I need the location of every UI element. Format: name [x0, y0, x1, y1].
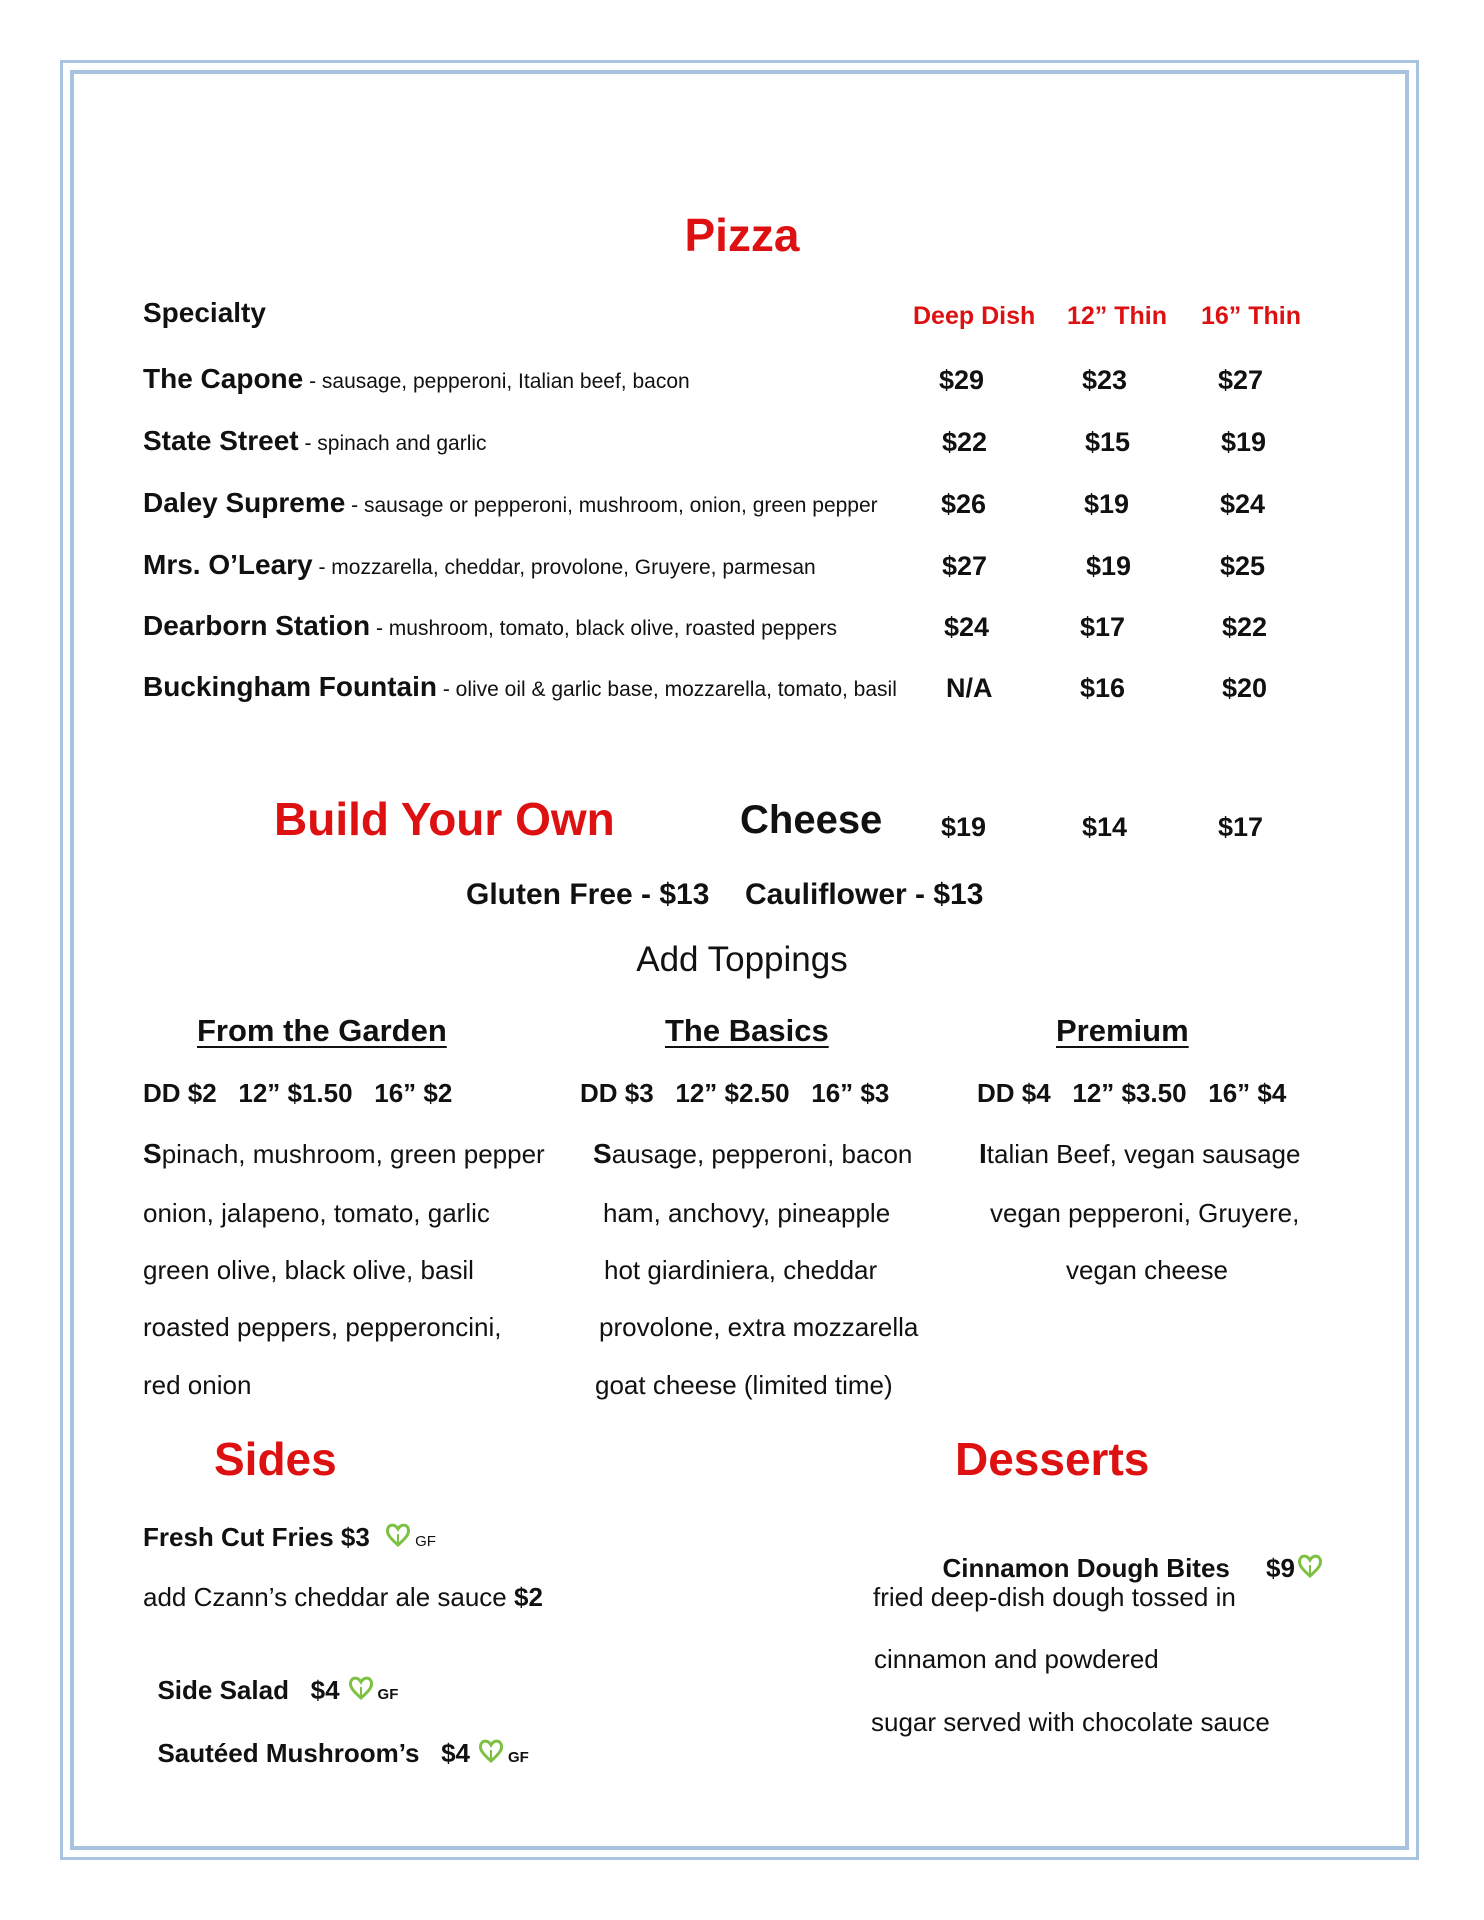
- cauliflower-crust: Cauliflower - $13: [745, 878, 984, 911]
- pizza-desc: - mozzarella, cheddar, provolone, Gruyere, parmesan: [312, 556, 816, 579]
- topping-line: Italian Beef, vegan sausage: [979, 1138, 1301, 1169]
- pizza-name: Buckingham Fountain: [143, 671, 437, 702]
- price-deep-dish: $27: [942, 551, 988, 581]
- pizza-name: Dearborn Station: [143, 610, 371, 641]
- price-16-thin: $27: [1218, 365, 1264, 395]
- col-16-thin: 16” Thin: [1201, 302, 1302, 330]
- specialty-row: [143, 549, 816, 581]
- topping-line: vegan pepperoni, Gruyere,: [990, 1198, 1300, 1228]
- specialty-label: Specialty: [143, 297, 266, 328]
- topping-line: Spinach, mushroom, green pepper: [143, 1138, 545, 1169]
- vegan-heart-icon: [478, 1739, 504, 1763]
- pizza-title: Pizza: [684, 209, 800, 261]
- topping-line: provolone, extra mozzarella: [599, 1312, 919, 1342]
- side-fries: Fresh Cut Fries $3 GF: [143, 1522, 436, 1552]
- topping-line: green olive, black olive, basil: [143, 1255, 474, 1285]
- dessert-desc-line: sugar served with chocolate sauce: [871, 1707, 1270, 1737]
- dessert-cinnamon-bites: Cinnamon Dough Bites $9: [928, 1522, 1323, 1584]
- specialty-row: [143, 671, 897, 703]
- pizza-desc: - olive oil & garlic base, mozzarella, tomato, basil: [437, 678, 897, 701]
- price-deep-dish: N/A: [946, 673, 993, 703]
- price-16-thin: $22: [1222, 612, 1268, 642]
- topping-line: red onion: [143, 1370, 252, 1400]
- pizza-name: Mrs. O’Leary: [143, 549, 313, 580]
- toppings-premium-title: Premium: [1056, 1013, 1189, 1048]
- dessert-desc-line: fried deep-dish dough tossed in: [873, 1582, 1236, 1612]
- specialty-row: [143, 363, 690, 395]
- pizza-desc: - mushroom, tomato, black olive, roasted peppers: [370, 617, 838, 640]
- vegan-heart-icon: [1297, 1554, 1323, 1578]
- byo-price-12-thin: $14: [1082, 812, 1128, 842]
- price-12-thin: $16: [1080, 673, 1126, 703]
- price-deep-dish: $26: [941, 489, 987, 519]
- price-deep-dish: $24: [944, 612, 990, 642]
- price-16-thin: $24: [1220, 489, 1266, 519]
- toppings-garden-prices: DD $2 12” $1.50 16” $2: [143, 1078, 453, 1108]
- dessert-desc-line: cinnamon and powdered: [874, 1644, 1159, 1674]
- vegan-heart-icon: [348, 1676, 374, 1700]
- topping-line: hot giardiniera, cheddar: [604, 1255, 878, 1285]
- pizza-name: State Street: [143, 425, 299, 456]
- gluten-free-crust: Gluten Free - $13: [466, 878, 710, 911]
- price-12-thin: $15: [1085, 427, 1131, 457]
- side-sauce: add Czann’s cheddar ale sauce $2: [143, 1582, 543, 1612]
- col-12-thin: 12” Thin: [1067, 302, 1168, 330]
- pizza-desc: - spinach and garlic: [298, 432, 487, 455]
- topping-line: onion, jalapeno, tomato, garlic: [143, 1198, 490, 1228]
- price-16-thin: $25: [1220, 551, 1266, 581]
- price-12-thin: $23: [1082, 365, 1128, 395]
- gf-badge: GF: [415, 1533, 436, 1550]
- toppings-basics-prices: DD $3 12” $2.50 16” $3: [580, 1078, 890, 1108]
- topping-line: Sausage, pepperoni, bacon: [593, 1138, 913, 1169]
- specialty-row: [143, 610, 837, 642]
- byo-cheese-label: Cheese: [740, 798, 883, 842]
- byo-price-16-thin: $17: [1218, 812, 1264, 842]
- side-salad: Side Salad $4 GF: [157, 1675, 399, 1705]
- price-12-thin: $19: [1086, 551, 1132, 581]
- pizza-desc: - sausage or pepperoni, mushroom, onion, green pepper: [345, 494, 878, 517]
- gf-badge: GF: [508, 1749, 529, 1766]
- pizza-name: The Capone: [143, 363, 304, 394]
- price-12-thin: $19: [1084, 489, 1130, 519]
- price-16-thin: $20: [1222, 673, 1268, 703]
- price-deep-dish: $29: [939, 365, 985, 395]
- pizza-desc: - sausage, pepperoni, Italian beef, bacon: [303, 370, 690, 393]
- toppings-basics-title: The Basics: [665, 1013, 829, 1048]
- price-12-thin: $17: [1080, 612, 1126, 642]
- sides-title: Sides: [214, 1433, 337, 1485]
- topping-line: goat cheese (limited time): [595, 1370, 893, 1400]
- topping-line: vegan cheese: [1066, 1255, 1228, 1285]
- specialty-row: [143, 425, 487, 457]
- price-16-thin: $19: [1221, 427, 1267, 457]
- topping-line: ham, anchovy, pineapple: [603, 1198, 891, 1228]
- col-deep-dish: Deep Dish: [913, 302, 1036, 330]
- byo-title: Build Your Own: [274, 793, 615, 845]
- gf-badge: GF: [377, 1686, 399, 1703]
- price-deep-dish: $22: [942, 427, 988, 457]
- side-mushrooms: Sautéed Mushroom’s $4 GF: [157, 1738, 529, 1768]
- byo-price-deep-dish: $19: [941, 812, 987, 842]
- vegan-heart-icon: [385, 1523, 411, 1547]
- add-toppings-heading: Add Toppings: [636, 940, 848, 979]
- pizza-name: Daley Supreme: [143, 487, 346, 518]
- desserts-title: Desserts: [955, 1433, 1150, 1485]
- specialty-row: [143, 487, 878, 519]
- toppings-garden-title: From the Garden: [197, 1013, 447, 1048]
- topping-line: roasted peppers, pepperoncini,: [143, 1312, 502, 1342]
- toppings-premium-prices: DD $4 12” $3.50 16” $4: [977, 1078, 1287, 1108]
